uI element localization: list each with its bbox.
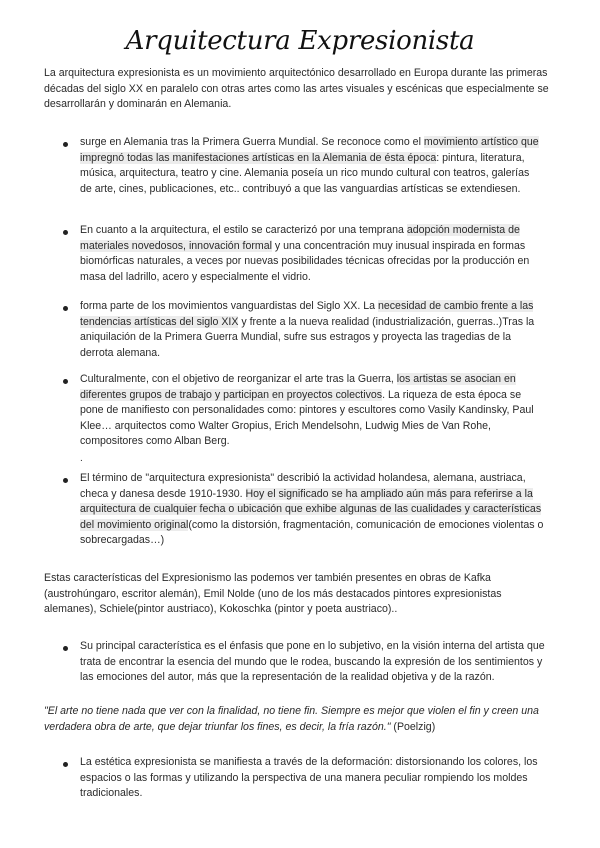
quote-author: (Poelzig)	[390, 720, 436, 733]
highlighted-text: los artistas se asocian en diferentes grupos de trabajo y participan en proyectos colectivos	[80, 373, 516, 401]
highlighted-text: Hoy el significado se ha ampliado aún más para referirse a la arquitectura de cualquier fecha o ubicación que exhibe algunas de las cualidades y características del movimiento original	[80, 487, 542, 531]
bullet-dot	[63, 762, 68, 767]
highlighted-text: adopción modernista de materiales novedosos, innovación formal	[80, 224, 520, 252]
poelzig-quote	[44, 704, 558, 735]
quote-text: "El arte no tiene nada que ver con la finalidad, no tiene fin. Siempre es mejor que violen el fin y creen una verdadera obra de arte, que dejar triunfar los fines, es decir, la fría razón."	[44, 705, 539, 733]
bullet-dot	[63, 142, 68, 147]
bullet-item-4	[80, 372, 544, 450]
bullet-item-3	[80, 299, 544, 361]
bullet-item-5	[80, 471, 544, 549]
bullet-text: El término de "arquitectura expresionista" describió la actividad holandesa, alemana, austriaca, checa y danesa desde 1910-1930.	[80, 472, 526, 500]
bullet-text: y una concentración muy inusual inspirada en formas biomórficas naturales, a veces por nuevas posibilidades técnicas ofrecidas por la producción en masa del ladrillo, acero y especialmente el vidrio.	[80, 239, 530, 283]
bullet-text: : pintura, literatura, música, arquitectura, teatro y cine. Alemania poseía un rico mundo cultural con teatros, galerías de arte, cines, publicaciones, etc.. contribuyó a que las vanguardias artísticas se extendiesen.	[80, 151, 530, 195]
bullet-text: En cuanto a la arquitectura, el estilo se caracterizó por una temprana	[80, 224, 407, 236]
subjective-bullet: Su principal característica es el énfasis que pone en lo subjetivo, en la visión interna del artista que trata de encontrar la esencia del mundo que le rodea, buscando la expresión de los sentimientos y las emociones del autor, más que la representación de la realidad objetiva y de la razón.	[80, 640, 545, 683]
kafka-paragraph: Estas características del Expresionismo las podemos ver también presentes en obras de Kafka (austrohúngaro, escritor alemán), Emil Nolde (uno de los más destacados pintores expresionistas alemanes), Schiele(pintor austriaco), Kokoschka (pintor y poeta austriaco)..	[44, 572, 502, 615]
intro-paragraph: La arquitectura expresionista es un movimiento arquitectónico desarrollado en Europa durante las primeras décadas del siglo XX en paralelo con otras artes como las artes visuales y escénicas que especialmente se desarrollarán y dominarán en Alemania.	[44, 67, 549, 110]
bullet-text: y frente a la nueva realidad (industrialización, guerras..)Tras la aniquilación de la Primera Guerra Mundial, sufre sus estragos y proyecta las tragedias de la derrota alemana.	[80, 315, 535, 359]
bullet-text: . La riqueza de esta época se pone de manifiesto con personalidades como: pintores y escultores como Vasily Kandinsky, Paul Klee… arquitectos como Walter Gropius, Erich Mendelsohn, Ludwig Mies de Van Rohe, compositores como Alban Berg.	[80, 388, 534, 447]
bullet-text: Culturalmente, con el objetivo de reorganizar el arte tras la Guerra,	[80, 373, 397, 385]
bullet-text: forma parte de los movimientos vanguardistas del Siglo XX. La	[80, 300, 378, 312]
bullet-item-1	[80, 135, 544, 197]
bullet-dot	[63, 306, 68, 311]
aesthetic-bullet: La estética expresionista se manifiesta a través de la deformación: distorsionando los colores, los espacios o las formas y utilizando la perspectiva de una manera peculiar rompiendo los moldes tradicionales.	[80, 756, 538, 799]
bullet-dot	[63, 478, 68, 483]
highlighted-text: movimiento artístico que impregnó todas las manifestaciones artísticas en la Alemania de ésta época	[80, 136, 539, 164]
bullet-dot	[63, 646, 68, 651]
highlighted-text: necesidad de cambio frente a las tendencias artísticas del siglo XIX	[80, 300, 534, 328]
bullet-text: (como la distorsión, fragmentación, comunicación de emociones violentas o sobrecargadas…)	[80, 518, 544, 546]
bullet-text: surge en Alemania tras la Primera Guerra Mundial. Se reconoce como el	[80, 136, 424, 148]
bullet-dot	[63, 230, 68, 235]
stray-period: .	[80, 453, 83, 464]
bullet-item-2	[80, 223, 544, 285]
bullet-dot	[63, 379, 68, 384]
page-title: Arquitectura Expresionista	[125, 26, 475, 56]
